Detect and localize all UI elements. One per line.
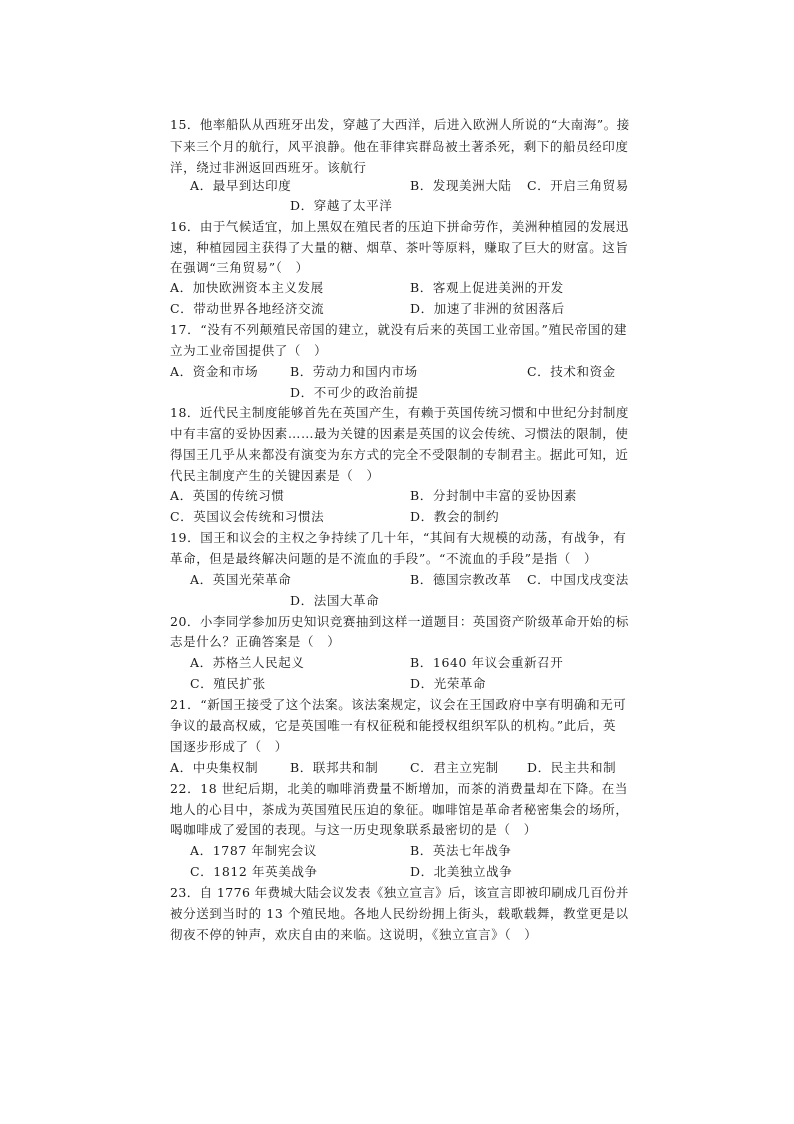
q18-option-b: B．分封制中丰富的妥协因素 bbox=[410, 488, 577, 503]
q15-option-d: D．穿越了太平洋 bbox=[290, 198, 393, 213]
q16-line-1: 16．由于气候适宜，加上黑奴在殖民者的压迫下拼命劳作，美洲种植园的发展迅 bbox=[170, 219, 629, 234]
q16-option-d: D．加速了非洲的贫困落后 bbox=[410, 301, 565, 316]
q15-option-b: B．发现美洲大陆 bbox=[410, 178, 512, 193]
q21-line-1: 21．“新国王接受了这个法案。该法案规定，议会在王国政府中享有明确和无可 bbox=[170, 697, 627, 712]
q18-option-a: A．英国的传统习惯 bbox=[170, 488, 285, 503]
q19-option-c: C．中国戊戌变法 bbox=[527, 572, 629, 587]
q17-option-d: D．不可少的政治前提 bbox=[290, 385, 419, 400]
q22-option-a: A．1787 年制宪会议 bbox=[190, 843, 318, 858]
q22-option-d: D．北美独立战争 bbox=[410, 864, 513, 879]
q17-line-1: 17．“没有不列颠殖民帝国的建立，就没有后来的英国工业帝国。”殖民帝国的建 bbox=[170, 322, 628, 337]
q16-line-2: 速，种植园园主获得了大量的糖、烟草、茶叶等原料，赚取了巨大的财富。这旨 bbox=[170, 240, 629, 255]
q18-line-2: 中有丰富的妥协因素……最为关键的因素是英国的议会传统、习惯法的限制，使 bbox=[170, 426, 629, 441]
q15-option-c: C．开启三角贸易 bbox=[527, 178, 629, 193]
q18-option-c: C．英国议会传统和习惯法 bbox=[170, 509, 325, 524]
q22-line-1: 22．18 世纪后期，北美的咖啡消费量不断增加，而茶的消费量却在下降。在当 bbox=[170, 781, 628, 796]
q18-option-d: D．教会的制约 bbox=[410, 509, 500, 524]
q23-line-2: 被分送到当时的 13 个殖民地。各地人民纷纷拥上街头，载歌载舞，教堂更是以 bbox=[170, 906, 629, 921]
q17-option-b: B．劳动力和国内市场 bbox=[290, 364, 418, 379]
q21-line-3: 国逐步形成了（ ） bbox=[170, 739, 288, 754]
q21-option-a: A．中央集权制 bbox=[170, 760, 259, 775]
q19-option-a: A．英国光荣革命 bbox=[190, 572, 292, 587]
q20-line-2: 志是什么？正确答案是（ ） bbox=[170, 634, 341, 649]
q18-line-3: 得国王几乎从来都没有演变为东方式的完全不受限制的专制君主。据此可知，近 bbox=[170, 447, 629, 462]
q15-line-1: 15．他率船队从西班牙出发，穿越了大西洋，后进入欧洲人所说的“大南海”。接 bbox=[170, 117, 630, 132]
q15-option-a: A．最早到达印度 bbox=[190, 178, 292, 193]
q21-option-d: D．民主共和制 bbox=[527, 760, 617, 775]
q21-option-c: C．君主立宪制 bbox=[410, 760, 499, 775]
q16-option-a: A．加快欧洲资本主义发展 bbox=[170, 280, 324, 295]
q15-line-2: 下来三个月的航行，风平浪静。他在菲律宾群岛被土著杀死，剩下的船员经印度 bbox=[170, 139, 629, 154]
q19-option-b: B．德国宗教改革 bbox=[410, 572, 512, 587]
q21-option-b: B．联邦共和制 bbox=[290, 760, 379, 775]
q17-option-a: A．资金和市场 bbox=[170, 364, 259, 379]
q20-line-1: 20．小李同学参加历史知识竞赛抽到这样一道题目：英国资产阶级革命开始的标 bbox=[170, 614, 629, 629]
q19-option-d: D．法国大革命 bbox=[290, 593, 380, 608]
q19-line-1: 19．国王和议会的主权之争持续了几十年，“其间有大规模的动荡，有战争，有 bbox=[170, 530, 627, 545]
q22-option-c: C．1812 年英美战争 bbox=[190, 864, 318, 879]
q20-option-b: B．1640 年议会重新召开 bbox=[410, 655, 564, 670]
q22-option-b: B．英法七年战争 bbox=[410, 843, 512, 858]
q16-option-c: C．带动世界各地经济交流 bbox=[170, 301, 325, 316]
q15-line-3: 洋，绕过非洲返回西班牙。该航行 bbox=[170, 160, 367, 175]
q18-line-4: 代民主制度产生的关键因素是（ ） bbox=[170, 468, 380, 483]
q20-option-d: D．光荣革命 bbox=[410, 676, 487, 691]
q20-option-c: C．殖民扩张 bbox=[190, 676, 266, 691]
q17-option-c: C．技术和资金 bbox=[527, 364, 616, 379]
q23-line-3: 彻夜不停的钟声，欢庆自由的来临。这说明，《独立宣言》（ ） bbox=[170, 927, 538, 942]
q22-line-2: 地人的心目中，茶成为英国殖民压迫的象征。咖啡馆是革命者秘密集会的场所， bbox=[170, 802, 629, 817]
q22-line-3: 喝咖啡成了爱国的表现。与这一历史现象联系最密切的是（ ） bbox=[170, 822, 537, 837]
q17-line-2: 立为工业帝国提供了（ ） bbox=[170, 343, 328, 358]
q23-line-1: 23．自 1776 年费城大陆会议发表《独立宣言》后，该宣言即被印刷成几百份并 bbox=[170, 885, 629, 900]
q20-option-a: A．苏格兰人民起义 bbox=[190, 655, 305, 670]
q16-line-3: 在强调“三角贸易”（ ） bbox=[170, 260, 309, 275]
q19-line-2: 革命，但是最终解决问题的是不流血的手段”。“不流血的手段”是指（ ） bbox=[170, 551, 598, 566]
q18-line-1: 18．近代民主制度能够首先在英国产生，有赖于英国传统习惯和中世纪分封制度 bbox=[170, 405, 629, 420]
q16-option-b: B．客观上促进美洲的开发 bbox=[410, 280, 564, 295]
q21-line-2: 争议的最高权威，它是英国唯一有权征税和能授权组织军队的机构。”此后，英 bbox=[170, 718, 617, 733]
